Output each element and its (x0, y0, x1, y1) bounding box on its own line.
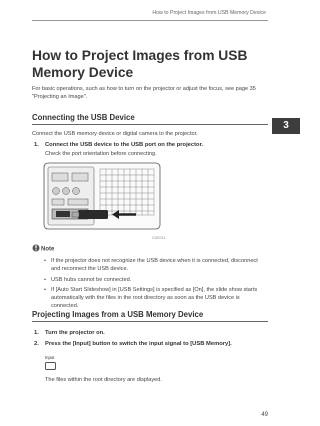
step-text: Press the [Input] button to switch the input signal to [USB Memory]. (45, 341, 232, 347)
input-button-label: Input (45, 355, 55, 360)
svg-text:Note: Note (41, 246, 54, 253)
step-number: 1. (34, 142, 39, 148)
page-number: 49 (261, 412, 268, 418)
intro-text: For basic operations, such as how to turn on the projector or adjust the focus, see page 35 "Projecting an Image". (32, 86, 256, 101)
header-rule (32, 20, 268, 21)
step-text: Turn the projector on. (45, 330, 105, 336)
step-subtext: Check the port orientation before connecting. (45, 151, 157, 157)
input-button-icon (45, 362, 56, 370)
section-intro: Connect the USB memory device or digital camera to the projector. (32, 131, 198, 137)
section-heading-projecting: Projecting Images from a USB Memory Device (32, 310, 204, 319)
section-heading-connecting: Connecting the USB Device (32, 113, 135, 122)
note-item: • If the projector does not recognize the USB device when it is connected, disconnect and reconnect the USB device. (44, 258, 268, 274)
step-text: Connect the USB device to the USB port on the projector. (45, 142, 204, 148)
note-item: • USB hubs cannot be connected. (44, 277, 268, 285)
figure-id: CUE011 (152, 236, 166, 240)
chapter-number: 3 (283, 120, 289, 131)
step-number: 2. (34, 341, 39, 347)
result-text: The files within the root directory are displayed. (45, 377, 162, 383)
page-title: How to Project Images from USB Memory Device (32, 48, 248, 80)
note-item: • If [Auto Start Slideshow] in [USB Settings] is specified as [On], the slide show starts automatically with the files in the root directory as soon as the USB device is connected. (44, 287, 268, 310)
step-number: 1. (34, 330, 39, 336)
note-icon (32, 243, 54, 253)
section-rule (32, 124, 268, 125)
usb-connection-illustration (42, 155, 164, 233)
section-rule (32, 321, 268, 322)
running-header: How to Project Images from USB Memory Device (152, 10, 266, 16)
note-list (44, 258, 268, 314)
